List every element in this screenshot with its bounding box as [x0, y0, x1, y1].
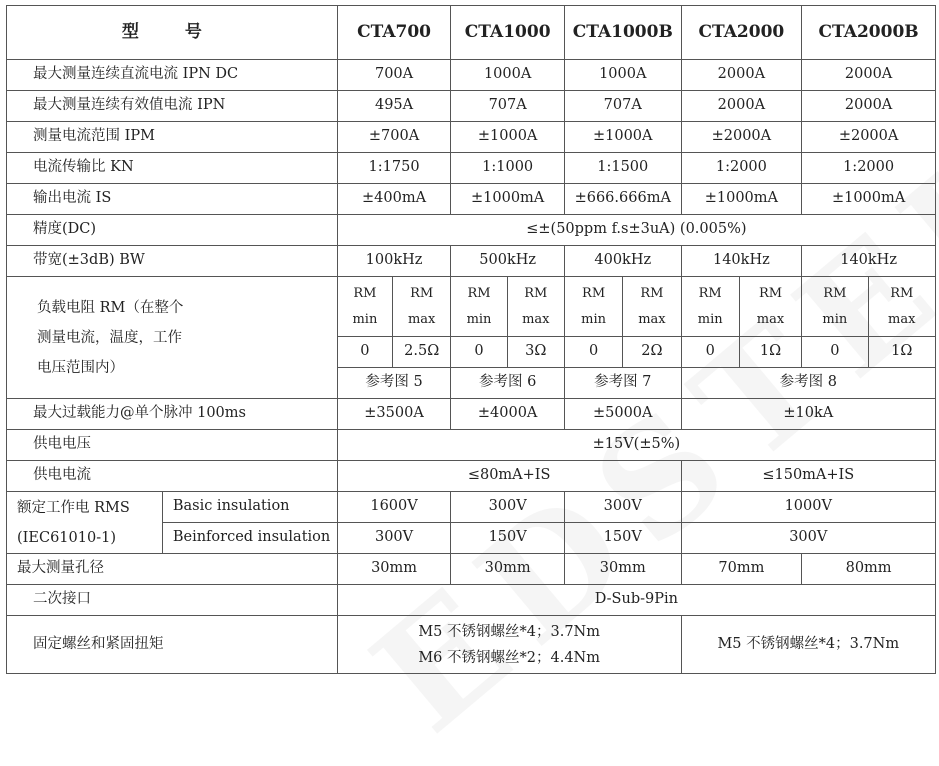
- ref-figure: 参考图 6: [451, 368, 565, 399]
- row-label: 最大测量连续直流电流 IPN DC: [7, 60, 338, 91]
- row-connector: [7, 585, 936, 616]
- rm-label-line: 测量电流，温度，工作: [37, 329, 182, 346]
- rm-value: 0: [337, 337, 392, 368]
- max-text: max: [756, 311, 785, 327]
- row-label: 输出电流 IS: [7, 184, 338, 215]
- ref-figure: 参考图 8: [681, 368, 935, 399]
- cell: 150V: [451, 523, 565, 554]
- row-is: [7, 184, 936, 215]
- rm-value: 1Ω: [739, 337, 801, 368]
- cell: ±3500A: [337, 399, 451, 430]
- rm-text: RM: [524, 285, 548, 301]
- ref-figure: 参考图 5: [337, 368, 451, 399]
- cell: ≤±(50ppm f.s±3uA) (0.005%): [337, 215, 935, 246]
- cell: 100kHz: [337, 246, 451, 277]
- row-label: 供电电流: [7, 461, 338, 492]
- model-cta700: CTA700: [337, 6, 451, 60]
- cell: 707A: [451, 91, 565, 122]
- row-supply-voltage: [7, 430, 936, 461]
- rm-value: 2Ω: [623, 337, 681, 368]
- row-label: 供电电压: [7, 430, 338, 461]
- cell: ±10kA: [681, 399, 935, 430]
- cell: ±666.666mA: [564, 184, 681, 215]
- cell: ≤150mA+IS: [681, 461, 935, 492]
- cell: 1:1000: [451, 153, 565, 184]
- cell: 300V: [451, 492, 565, 523]
- rm-max-header: [623, 277, 681, 337]
- cell: ±2000A: [802, 122, 936, 153]
- cell: D-Sub-9Pin: [337, 585, 935, 616]
- rm-value: 1Ω: [868, 337, 935, 368]
- rms-label: [7, 492, 163, 554]
- rm-value: 0: [451, 337, 507, 368]
- rm-value: 2.5Ω: [393, 337, 451, 368]
- cell: 150V: [564, 523, 681, 554]
- min-text: min: [352, 311, 378, 327]
- row-label: 电流传输比 KN: [7, 153, 338, 184]
- cell: ±2000A: [681, 122, 802, 153]
- row-rms-basic: [7, 492, 936, 523]
- rm-text: RM: [758, 285, 783, 301]
- row-label: 最大过载能力@单个脉冲 100ms: [7, 399, 338, 430]
- cell: 500kHz: [451, 246, 565, 277]
- cell: 707A: [564, 91, 681, 122]
- cell: 2000A: [802, 60, 936, 91]
- reinforced-insulation-label: Beinforced insulation: [162, 523, 337, 554]
- row-label: 带宽(±3dB) BW: [7, 246, 338, 277]
- header-row: [7, 6, 936, 60]
- cell: 1:1750: [337, 153, 451, 184]
- rm-min-header: [681, 277, 739, 337]
- basic-insulation-label: Basic insulation: [162, 492, 337, 523]
- spec-table: [6, 5, 936, 674]
- cell: 140kHz: [681, 246, 802, 277]
- rm-min-header: [802, 277, 868, 337]
- rm-min-header: [337, 277, 392, 337]
- cell: ±15V(±5%): [337, 430, 935, 461]
- cell: 2000A: [681, 60, 802, 91]
- row-label: 最大测量连续有效值电流 IPN: [7, 91, 338, 122]
- cell: 300V: [337, 523, 451, 554]
- model-cta1000b: CTA1000B: [564, 6, 681, 60]
- model-cta2000b: CTA2000B: [802, 6, 936, 60]
- cell: ±400mA: [337, 184, 451, 215]
- rm-max-header: [393, 277, 451, 337]
- cell: 30mm: [337, 554, 451, 585]
- model-label: 型 号: [7, 6, 338, 60]
- rm-text: RM: [640, 285, 664, 301]
- cell: 1000A: [451, 60, 565, 91]
- rms-label-line: (IEC61010-1): [17, 529, 116, 546]
- rm-label: [7, 277, 338, 399]
- row-label: 测量电流范围 IPM: [7, 122, 338, 153]
- rm-max-header: [739, 277, 801, 337]
- row-ipm: [7, 122, 936, 153]
- cell: 2000A: [681, 91, 802, 122]
- cell: ±4000A: [451, 399, 565, 430]
- row-label: 最大测量孔径: [7, 554, 338, 585]
- cell: ±1000mA: [681, 184, 802, 215]
- rm-min-header: [564, 277, 622, 337]
- row-screws: [7, 616, 936, 674]
- row-overload: [7, 399, 936, 430]
- cell: 1:1500: [564, 153, 681, 184]
- cell: ±1000A: [451, 122, 565, 153]
- cell: 30mm: [451, 554, 565, 585]
- cell: 1:2000: [681, 153, 802, 184]
- cell: ±1000mA: [802, 184, 936, 215]
- cell: ≤80mA+IS: [337, 461, 681, 492]
- rm-text: RM: [890, 285, 914, 301]
- rm-max-header: [507, 277, 564, 337]
- screw-line: M5 不锈钢螺丝*4；3.7Nm: [418, 623, 600, 640]
- rm-text: RM: [353, 285, 377, 301]
- model-cta2000: CTA2000: [681, 6, 802, 60]
- rms-label-line: 额定工作电 RMS: [17, 499, 130, 516]
- cell: 2000A: [802, 91, 936, 122]
- cell: ±700A: [337, 122, 451, 153]
- cell: 30mm: [564, 554, 681, 585]
- row-ipn: [7, 91, 936, 122]
- min-text: min: [822, 311, 848, 327]
- row-aperture: [7, 554, 936, 585]
- rm-value: 0: [564, 337, 622, 368]
- cell: 300V: [681, 523, 935, 554]
- screw-line: M6 不锈钢螺丝*2；4.4Nm: [418, 649, 600, 666]
- rm-text: RM: [410, 285, 434, 301]
- cell: 70mm: [681, 554, 802, 585]
- row-bw: [7, 246, 936, 277]
- row-label: 二次接口: [7, 585, 338, 616]
- row-label: 精度(DC): [7, 215, 338, 246]
- row-kn: [7, 153, 936, 184]
- row-supply-current: [7, 461, 936, 492]
- cell: 495A: [337, 91, 451, 122]
- screws-right: M5 不锈钢螺丝*4；3.7Nm: [681, 616, 935, 674]
- cell: ±1000A: [564, 122, 681, 153]
- max-text: max: [407, 311, 436, 327]
- rm-text: RM: [823, 285, 847, 301]
- rm-text: RM: [698, 285, 722, 301]
- min-text: min: [466, 311, 492, 327]
- max-text: max: [888, 311, 916, 327]
- cell: 300V: [564, 492, 681, 523]
- min-text: min: [697, 311, 723, 327]
- cell: 80mm: [802, 554, 936, 585]
- rm-label-line: 电压范围内）: [37, 359, 124, 376]
- screws-left: [337, 616, 681, 674]
- cell: 1000V: [681, 492, 935, 523]
- rm-value: 3Ω: [507, 337, 564, 368]
- row-ipn-dc: [7, 60, 936, 91]
- cell: 140kHz: [802, 246, 936, 277]
- cell: 1000A: [564, 60, 681, 91]
- cell: 400kHz: [564, 246, 681, 277]
- max-text: max: [638, 311, 666, 327]
- rm-value: 0: [681, 337, 739, 368]
- rm-label-line: 负载电阻 RM（在整个: [37, 299, 184, 316]
- row-rm-header: [7, 277, 936, 337]
- cell: 700A: [337, 60, 451, 91]
- row-accuracy: [7, 215, 936, 246]
- cell: ±5000A: [564, 399, 681, 430]
- rm-max-header: [868, 277, 935, 337]
- model-cta1000: CTA1000: [451, 6, 565, 60]
- rm-text: RM: [582, 285, 606, 301]
- ref-figure: 参考图 7: [564, 368, 681, 399]
- cell: ±1000mA: [451, 184, 565, 215]
- cell: 1600V: [337, 492, 451, 523]
- rm-text: RM: [467, 285, 491, 301]
- rm-min-header: [451, 277, 507, 337]
- cell: 1:2000: [802, 153, 936, 184]
- row-label: 固定螺丝和紧固扭矩: [7, 616, 338, 674]
- rm-value: 0: [802, 337, 868, 368]
- max-text: max: [522, 311, 550, 327]
- min-text: min: [581, 311, 607, 327]
